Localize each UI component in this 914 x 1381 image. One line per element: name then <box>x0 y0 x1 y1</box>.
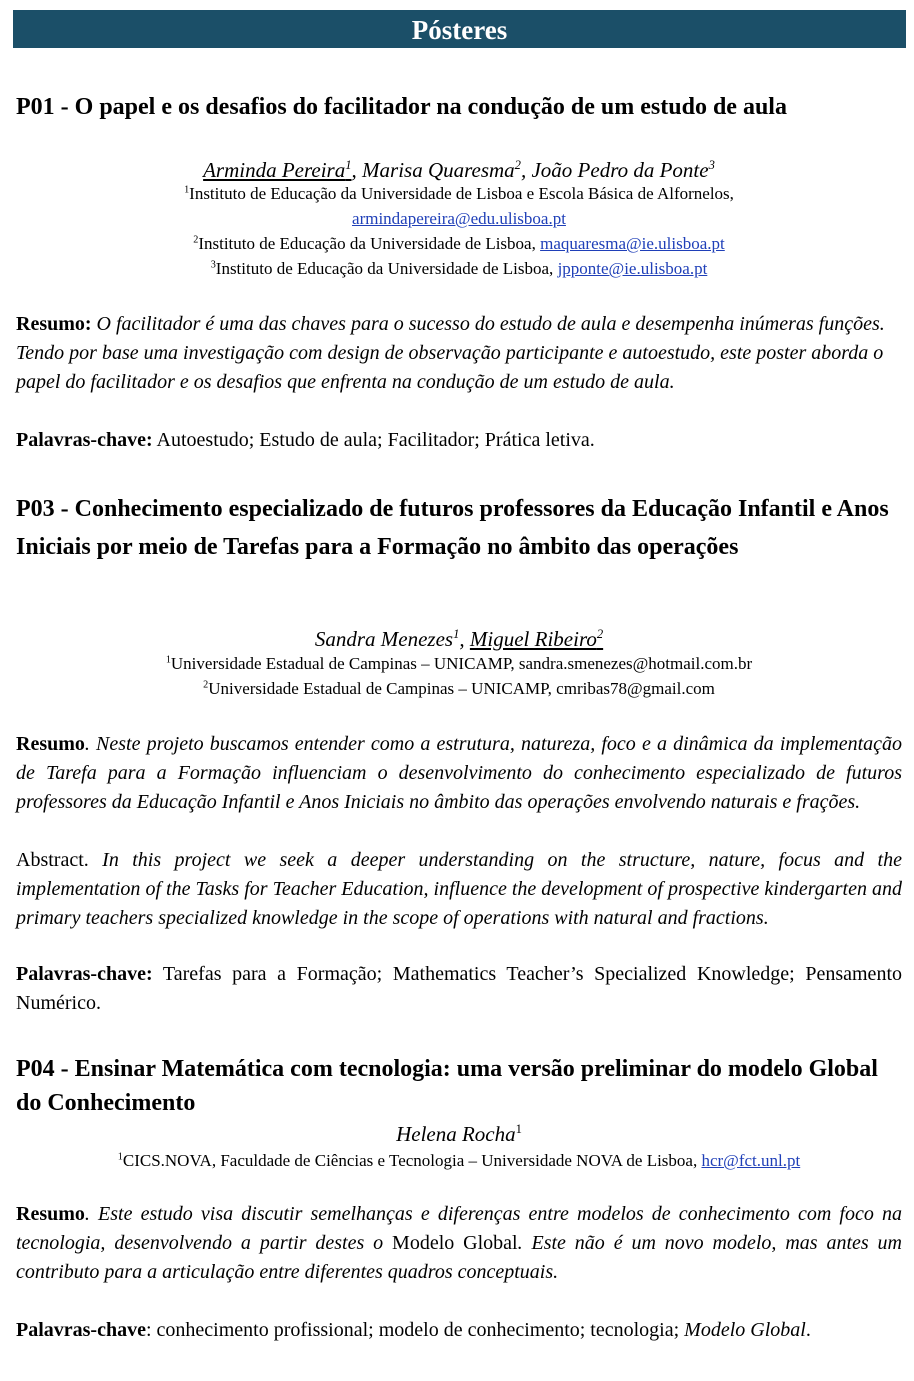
resumo-text-continued: . Este não é um novo modelo, mas antes um contributo para a articulação entre diferentes quadros conceptuais. <box>16 1232 902 1283</box>
abstract-p04 <box>16 1200 902 1287</box>
abstract-p01 <box>16 310 902 397</box>
resumo-label: Resumo: <box>16 313 92 335</box>
author-name: Miguel Ribeiro$^2$ <box>469 627 604 651</box>
keywords-p01 <box>16 426 902 455</box>
resumo-text: O facilitador é uma das chaves para o sucesso do estudo de aula e desempenha inúmeras funções. Tendo por base uma investigação com design de observação participante e autoestudo, este poster aborda o papel do facilitador e os desafios que enfrenta na condução de um estudo de aula. <box>16 313 885 393</box>
affiliation-line: $^1$CICS.NOVA, Faculdade de Ciências e Tecnologia – Universidade NOVA de Lisboa, hcr@fct.unl.pt <box>117 1151 801 1170</box>
affiliation-line: $^1$Instituto de Educação da Universidade de Lisboa e Escola Básica de Alfornelos, <box>184 184 734 203</box>
email-link[interactable]: maquaresma@ie.ulisboa.pt <box>540 234 725 253</box>
email-link[interactable]: armindapereira@edu.ulisboa.pt <box>352 209 566 228</box>
keywords-text: Autoestudo; Estudo de aula; Facilitador; Prática letiva. <box>152 429 595 451</box>
email-link[interactable]: hcr@fct.unl.pt <box>701 1151 801 1170</box>
resumo-label: Resumo <box>16 1203 85 1225</box>
section-header <box>13 10 906 48</box>
poster-title-p04: P04 - Ensinar Matemática com tecnologia: uma versão preliminar do modelo Global do Conhecimento <box>16 1056 878 1116</box>
author-name: Marisa Quaresma$^2$ <box>362 158 521 182</box>
keywords-italic-term: Modelo Global <box>684 1319 806 1341</box>
english-abstract-p03 <box>16 846 902 933</box>
keywords-end: . <box>805 1319 811 1341</box>
affiliation-line: $^2$Instituto de Educação da Universidade de Lisboa, maquaresma@ie.ulisboa.pt <box>193 234 725 253</box>
affiliation-line <box>16 206 902 231</box>
abstract-text: In this project we seek a deeper understanding on the structure, nature, focus and the implementation of the Tasks for Teacher Education, influence the development of prospective kindergarten and primary teachers specialized knowledge in the scope of operations with natural and fractions. <box>16 849 902 929</box>
authors-p01: Arminda Pereira$^1$, Marisa Quaresma$^2$, João Pedro da Ponte$^3$ <box>203 158 715 182</box>
keywords-label: Palavras-chave: <box>16 429 153 451</box>
affiliations-p04 <box>16 1148 902 1173</box>
affiliation-line: $^3$Instituto de Educação da Universidade de Lisboa, jpponte@ie.ulisboa.pt <box>210 259 708 278</box>
author-name: João Pedro da Ponte$^3$ <box>531 158 715 182</box>
author-name: Sandra Menezes$^1$ <box>314 627 460 651</box>
keywords-p04 <box>16 1316 902 1345</box>
keywords-p03 <box>16 960 902 1018</box>
affiliations-p01 <box>16 181 902 281</box>
author-name: Helena Rocha$^1$ <box>396 1122 522 1146</box>
section-title: Pósteres <box>411 15 508 45</box>
resumo-label: Resumo <box>16 733 85 755</box>
affiliations-p03 <box>16 651 902 701</box>
abstract-label: Abstract. <box>16 849 89 871</box>
email-link[interactable]: jpponte@ie.ulisboa.pt <box>557 259 708 278</box>
keywords-label: Palavras-chave: <box>16 963 153 985</box>
abstract-p03 <box>16 730 902 817</box>
authors-p04 <box>16 1120 902 1148</box>
poster-title-p01: P01 - O papel e os desafios do facilitador na condução de um estudo de aula <box>16 94 787 120</box>
poster-title-p03: P03 - Conhecimento especializado de futuros professores da Educação Infantil e Anos Iniciais por meio de Tarefas para a Formação no âmbito das operações <box>16 496 889 560</box>
resumo-model-name: Modelo Global <box>392 1232 518 1254</box>
keywords-text: : conhecimento profissional; modelo de conhecimento; tecnologia; <box>145 1319 685 1341</box>
resumo-text: . Este estudo visa discutir semelhanças e diferenças entre modelos de conhecimento com foco na tecnologia, desenvolvendo a partir destes o <box>16 1203 902 1254</box>
authors-p03: Sandra Menezes$^1$, Miguel Ribeiro$^2$ <box>314 627 604 651</box>
author-name: Arminda Pereira$^1$ <box>203 158 352 182</box>
affiliation-line: $^2$Universidade Estadual de Campinas – UNICAMP, cmribas78@gmail.com <box>203 679 715 698</box>
affiliation-line: $^1$Universidade Estadual de Campinas – UNICAMP, sandra.smenezes@hotmail.com.br <box>165 654 753 673</box>
resumo-text: . Neste projeto buscamos entender como a estrutura, natureza, foco e a dinâmica da implementação de Tarefa para a Formação influenciam o desenvolvimento do conhecimento especializado de futuros professores da Educação Infantil e Anos Iniciais no âmbito das operações envolvendo naturais e frações. <box>16 733 902 813</box>
keywords-text: Tarefas para a Formação; Mathematics Teacher’s Specialized Knowledge; Pensamento Numérico. <box>16 963 902 1014</box>
keywords-label: Palavras-chave <box>16 1319 146 1341</box>
